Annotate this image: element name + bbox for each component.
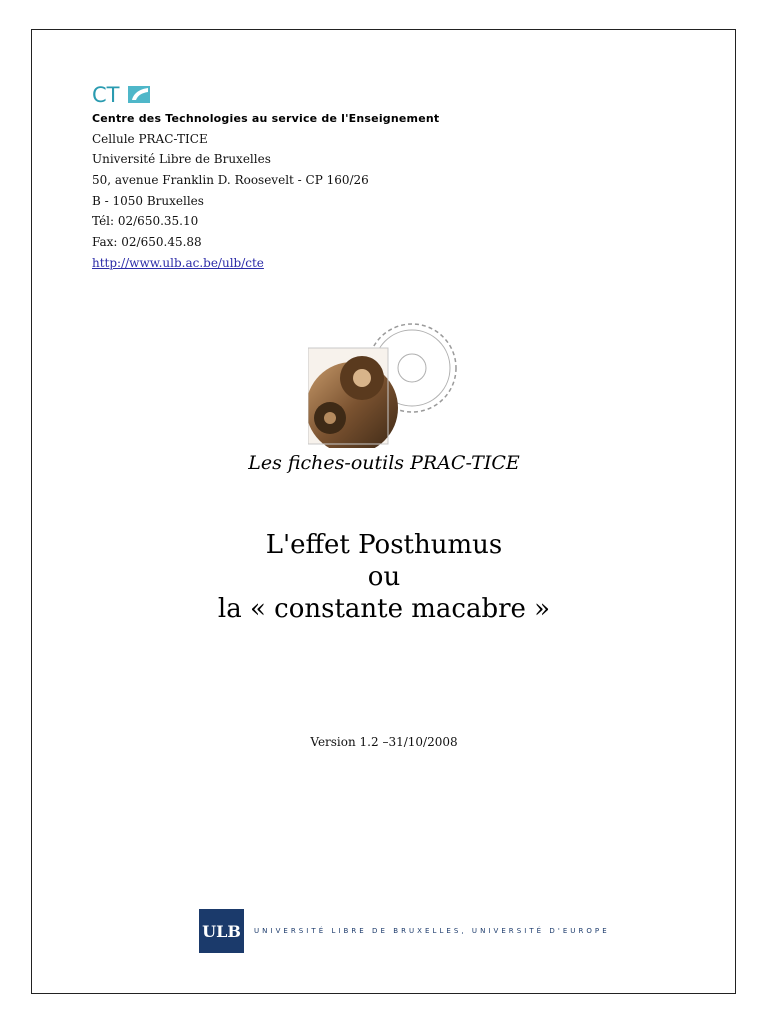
ulb-tagline: UNIVERSITÉ LIBRE DE BRUXELLES, UNIVERSITÉ D'EUROPE (254, 927, 610, 935)
website-link[interactable]: http://www.ulb.ac.be/ulb/cte (92, 256, 264, 270)
title-line-3: la « constante macabre » (217, 594, 551, 624)
address-line-unit: Cellule PRAC-TICE (92, 132, 208, 146)
address-line-university: Université Libre de Bruxelles (92, 152, 271, 166)
gears-illustration (300, 318, 465, 452)
address-line-fax: Fax: 02/650.45.88 (92, 235, 202, 249)
title-line-2: ou (367, 562, 401, 592)
ulb-logo: ULB (199, 909, 244, 953)
version-date: Version 1.2 –31/10/2008 (310, 735, 458, 749)
cte-logo (92, 83, 154, 109)
address-line-phone: Tél: 02/650.35.10 (92, 214, 199, 228)
title-line-1: L'effet Posthumus (265, 530, 503, 560)
document-subtitle: Les fiches-outils PRAC-TICE (248, 452, 520, 474)
address-line-city: B - 1050 Bruxelles (92, 194, 204, 208)
address-line-street: 50, avenue Franklin D. Roosevelt - CP 160/26 (92, 173, 369, 187)
center-name: Centre des Technologies au service de l'Enseignement (92, 112, 440, 125)
logo-letters: CT (92, 83, 120, 105)
